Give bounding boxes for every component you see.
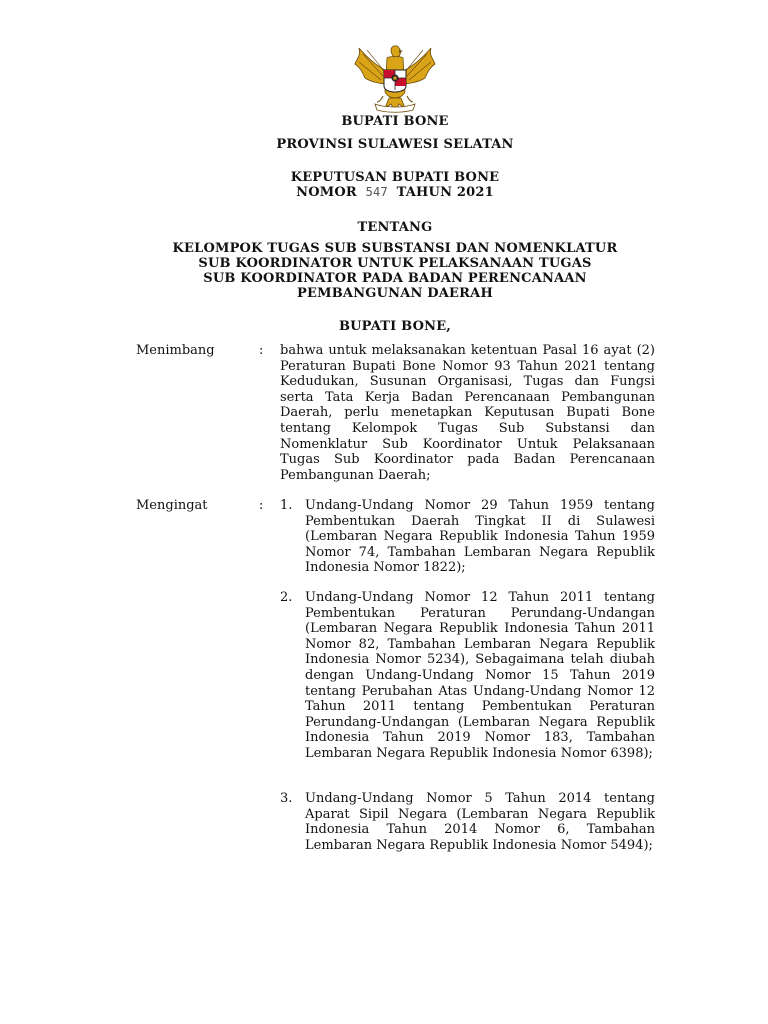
menimbang-text: bahwa untuk melaksanakan ketentuan Pasal 16 ayat (2) Peraturan Bupati Bone Nomor 93 Tahun 2021 tentang Kedudukan, Susunan Organisasi, Tugas dan Fungsi serta Tata Kerja Badan Perencanaan Pembangunan Daerah, perlu menetapkan Keputusan Bupati Bone tentang Kelompok Tugas Sub Substansi dan Nomenklatur Sub Koordinator Untuk Pelaksanaan Tugas Sub Koordinator pada Badan Perencanaan Pembangunan Daerah; xyxy=(280,343,655,483)
list-item-text: Undang-Undang Nomor 5 Tahun 2014 tentang Aparat Sipil Negara (Lembaran Negara Republik Indonesia Tahun 2014 Nomor 6, Tambahan Lembaran Negara Republik Indonesia Nomor 5494); xyxy=(305,791,655,853)
tentang-heading: TENTANG xyxy=(357,220,433,235)
authority-title: BUPATI BONE xyxy=(341,114,449,129)
list-item-number: 2. xyxy=(280,590,293,605)
menimbang-label: Menimbang xyxy=(136,343,215,358)
list-item-number: 3. xyxy=(280,791,293,806)
decree-subject xyxy=(0,241,768,301)
nomor-number: 547 xyxy=(365,185,388,199)
garuda-pancasila-emblem-icon xyxy=(353,44,437,116)
mengingat-label: Mengingat xyxy=(136,498,208,513)
subject-line: SUB KOORDINATOR PADA BADAN PERENCANAAN xyxy=(203,271,587,286)
subject-line: SUB KOORDINATOR UNTUK PELAKSANAAN TUGAS xyxy=(198,256,592,271)
issuer-heading: BUPATI BONE, xyxy=(338,319,452,334)
list-item-text: Undang-Undang Nomor 12 Tahun 2011 tentang Pembentukan Peraturan Perundang-Undangan (Lembaran Negara Republik Indonesia Tahun 2011 Nomor 82, Tambahan Lembaran Negara Republik Indonesia Nomor 5234), Sebagaimana telah diubah dengan Undang-Undang Nomor 15 Tahun 2019 tentang Perubahan Atas Undang-Undang Nomor 12 Tahun 2011 tentang Pembentukan Peraturan Perundang-Undangan (Lembaran Negara Republik Indonesia Tahun 2019 Nomor 183, Tambahan Lembaran Negara Republik Indonesia Nomor 6398); xyxy=(305,590,655,761)
menimbang-colon: : xyxy=(259,343,264,358)
nomor-prefix: NOMOR xyxy=(296,185,357,200)
province-title: PROVINSI SULAWESI SELATAN xyxy=(276,137,514,152)
decree-number xyxy=(0,185,768,200)
nomor-suffix: TAHUN 2021 xyxy=(396,185,494,200)
list-item-text: Undang-Undang Nomor 29 Tahun 1959 tentang Pembentukan Daerah Tingkat II di Sulawesi (Lembaran Negara Republik Indonesia Tahun 1959 Nomor 74, Tambahan Lembaran Negara Republik Indonesia Nomor 1822); xyxy=(305,498,655,576)
decree-title: KEPUTUSAN BUPATI BONE xyxy=(290,170,500,185)
subject-line: PEMBANGUNAN DAERAH xyxy=(297,286,493,301)
list-item-number: 1. xyxy=(280,498,293,513)
mengingat-colon: : xyxy=(259,498,264,513)
subject-line: KELOMPOK TUGAS SUB SUBSTANSI DAN NOMENKLATUR xyxy=(172,241,618,256)
